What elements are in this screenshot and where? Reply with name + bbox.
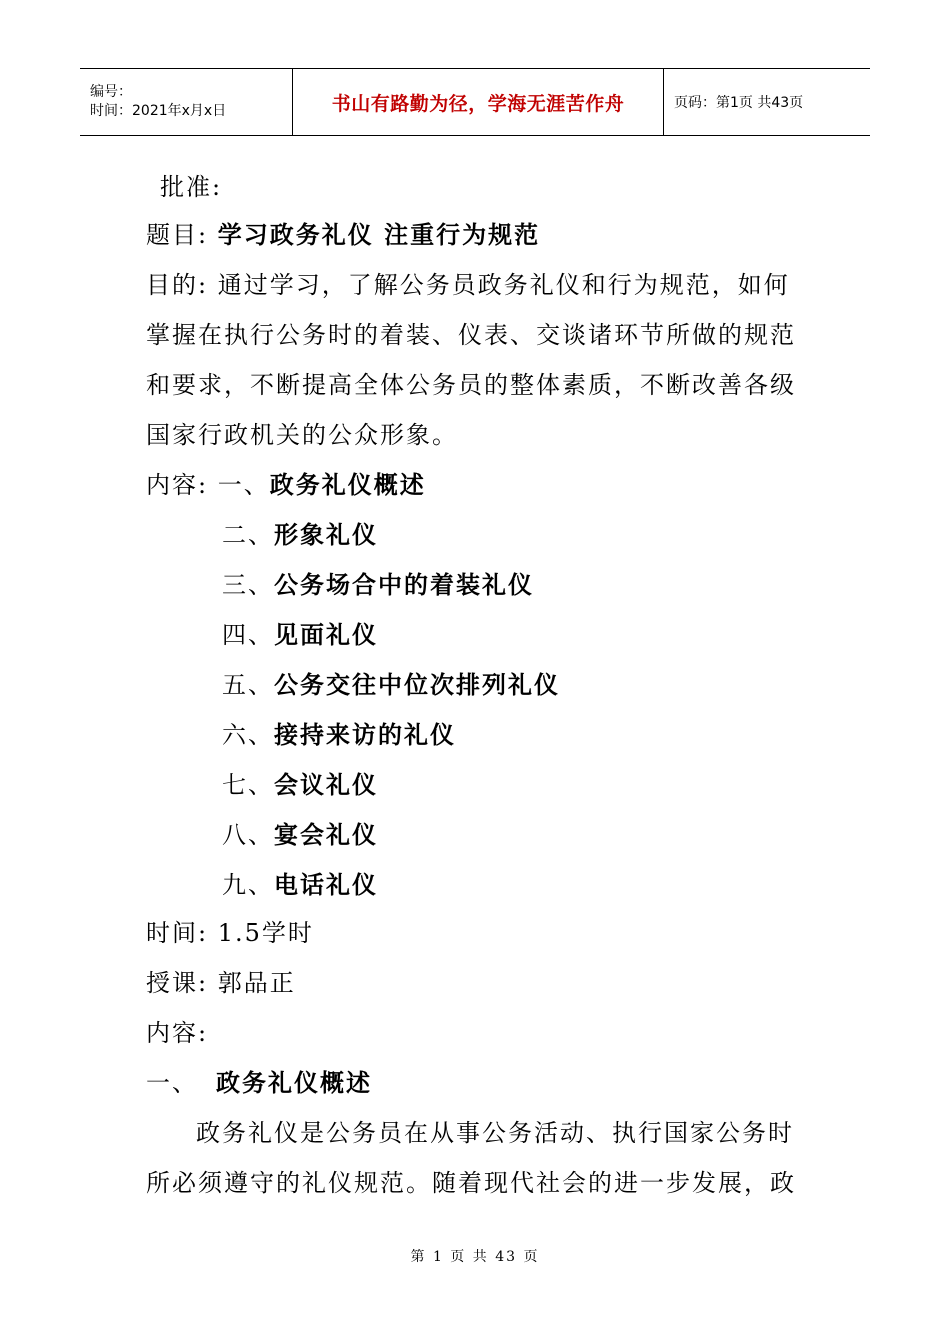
content-item-3 xyxy=(222,570,534,600)
item-num: 六、 xyxy=(222,721,274,749)
item-num: 八、 xyxy=(222,821,274,849)
title-line xyxy=(146,220,540,250)
item-text: 宴会礼仪 xyxy=(274,820,378,849)
content-item-4 xyxy=(222,620,378,650)
item-num: 一、 xyxy=(217,471,270,499)
purpose-line-3: 和要求，不断提高全体公务员的整体素质，不断改善各级 xyxy=(146,371,796,399)
number-label: 编号： xyxy=(90,84,132,100)
item-num: 七、 xyxy=(222,771,274,799)
header-meta xyxy=(80,69,293,136)
item-text: 接持来访的礼仪 xyxy=(274,720,456,749)
item-text: 政务礼仪概述 xyxy=(269,470,426,499)
section-num: 一、 xyxy=(146,1069,198,1097)
teacher-line: 授课: 郭品正 xyxy=(146,969,296,997)
content-item-8 xyxy=(222,820,378,850)
purpose-line-1: 目的: 通过学习，了解公务员政务礼仪和行为规范，如何 xyxy=(146,271,790,299)
content-label-2: 内容: xyxy=(146,1019,209,1047)
item-num: 五、 xyxy=(222,671,274,699)
page-footer: 第 1 页 共 43 页 xyxy=(410,1249,540,1265)
item-text: 形象礼仪 xyxy=(274,520,378,549)
section-title: 政务礼仪概述 xyxy=(216,1068,372,1097)
item-text: 会议礼仪 xyxy=(274,770,378,799)
body-line-1: 政务礼仪是公务员在从事公务活动、执行国家公务时 xyxy=(196,1119,794,1147)
item-text: 电话礼仪 xyxy=(274,870,378,899)
item-num: 三、 xyxy=(222,571,274,599)
approve-line: 批准: xyxy=(160,173,223,201)
content-item-1 xyxy=(146,470,426,500)
content-item-5 xyxy=(222,670,560,700)
title-label: 题目: xyxy=(146,221,218,249)
purpose-line-2: 掌握在执行公务时的着装、仪表、交谈诸环节所做的规范 xyxy=(146,321,796,349)
time-line: 时间: 1.5学时 xyxy=(146,919,314,947)
header-page-info: 页码：第1页 共43页 xyxy=(674,95,804,111)
header-motto: 书山有路勤为径，学海无涯苦作舟 xyxy=(293,69,664,136)
item-text: 公务交往中位次排列礼仪 xyxy=(274,670,560,699)
time-label: 时间：2021年x月x日 xyxy=(90,103,227,119)
body-line-2: 所必须遵守的礼仪规范。随着现代社会的进一步发展，政 xyxy=(146,1169,796,1197)
content-item-7 xyxy=(222,770,378,800)
item-num: 二、 xyxy=(222,521,274,549)
item-text: 见面礼仪 xyxy=(274,620,378,649)
purpose-line-4: 国家行政机关的公众形象。 xyxy=(146,421,458,449)
item-num: 九、 xyxy=(222,871,274,899)
content-item-9 xyxy=(222,870,378,900)
title-text: 学习政务礼仪 注重行为规范 xyxy=(217,220,541,249)
content-item-2 xyxy=(222,520,378,550)
item-num: 四、 xyxy=(222,621,274,649)
page-header xyxy=(80,68,870,136)
content-item-6 xyxy=(222,720,456,750)
section-heading xyxy=(146,1068,372,1098)
content-label: 内容: xyxy=(146,471,218,499)
item-text: 公务场合中的着装礼仪 xyxy=(274,570,534,599)
